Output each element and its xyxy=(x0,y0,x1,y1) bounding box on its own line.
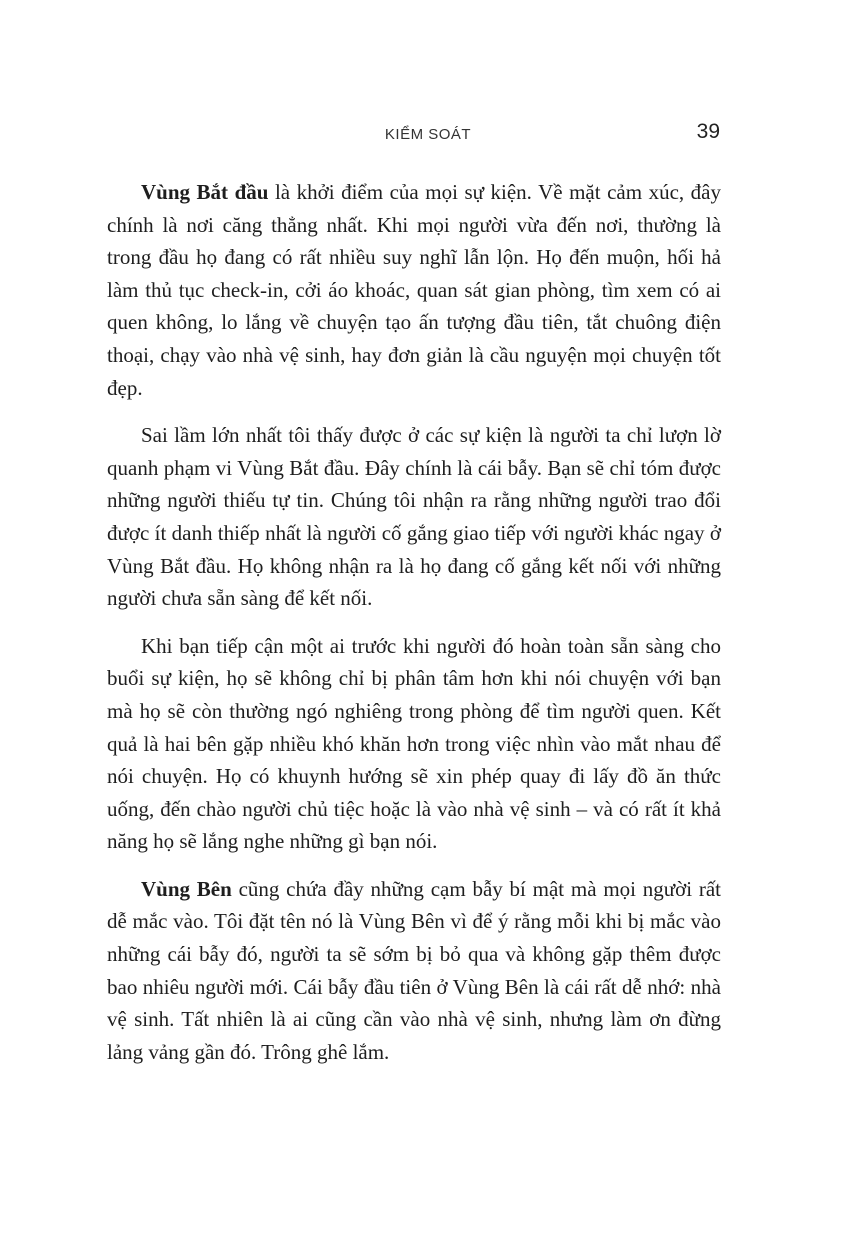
paragraph-text: Sai lầm lớn nhất tôi thấy được ở các sự kiện là người ta chỉ lượn lờ quanh phạm vi Vùng Bắt đầu. Đây chính là cái bẫy. Bạn sẽ chỉ tóm được những người thiếu tự tin. Chúng tôi nhận ra rằng những người trao đổi được ít danh thiếp nhất là người cố gắng giao tiếp với người khác ngay ở Vùng Bắt đầu. Họ không nhận ra là họ đang cố gắng kết nối với những người chưa sẵn sàng để kết nối. xyxy=(107,423,721,611)
term-vung-bat-dau: Vùng Bắt đầu xyxy=(141,180,269,204)
paragraph-text: là khởi điểm của mọi sự kiện. Về mặt cảm xúc, đây chính là nơi căng thẳng nhất. Khi mọi người vừa đến nơi, thường là trong đầu họ đang có rất nhiều suy nghĩ lẫn lộn. Họ đến muộn, hối hả làm thủ tục check-in, cởi áo khoác, quan sát gian phòng, tìm xem có ai quen không, lo lắng về chuyện tạo ấn tượng đầu tiên, tắt chuông điện thoại, chạy vào nhà vệ sinh, hay đơn giản là cầu nguyện mọi chuyện tốt đẹp. xyxy=(107,180,721,400)
paragraph-text: cũng chứa đầy những cạm bẫy bí mật mà mọi người rất dễ mắc vào. Tôi đặt tên nó là Vùng Bên vì để ý rằng mỗi khi bị mắc vào những cái bẫy đó, người ta sẽ sớm bị bỏ qua và không gặp thêm được bao nhiêu người mới. Cái bẫy đầu tiên ở Vùng Bên là cái rất dễ nhớ: nhà vệ sinh. Tất nhiên là ai cũng cần vào nhà vệ sinh, nhưng làm ơn đừng lảng vảng gần đó. Trông ghê lắm. xyxy=(107,876,722,1064)
paragraph-vung-ben xyxy=(107,873,721,1069)
running-head: KIỂM SOÁT xyxy=(384,126,472,143)
paragraph-vung-bat-dau xyxy=(107,176,721,404)
body-text xyxy=(107,176,721,1083)
term-vung-ben: Vùng Bên xyxy=(141,876,232,901)
page-number: 39 xyxy=(696,120,720,143)
paragraph-tiep-can xyxy=(107,630,721,858)
paragraph-sai-lam xyxy=(107,419,721,615)
paragraph-text: Khi bạn tiếp cận một ai trước khi người đó hoàn toàn sẵn sàng cho buổi sự kiện, họ sẽ không chỉ bị phân tâm hơn khi nói chuyện với bạn mà họ sẽ còn thường ngó nghiêng trong phòng để tìm người quen. Kết quả là hai bên gặp nhiều khó khăn hơn trong việc nhìn vào mắt nhau để nói chuyện. Họ có khuynh hướng sẽ xin phép quay đi lấy đồ ăn thức uống, đến chào người chủ tiệc hoặc là vào nhà vệ sinh – và có rất ít khả năng họ sẽ lắng nghe những gì bạn nói. xyxy=(107,633,721,854)
page-header xyxy=(136,120,720,150)
